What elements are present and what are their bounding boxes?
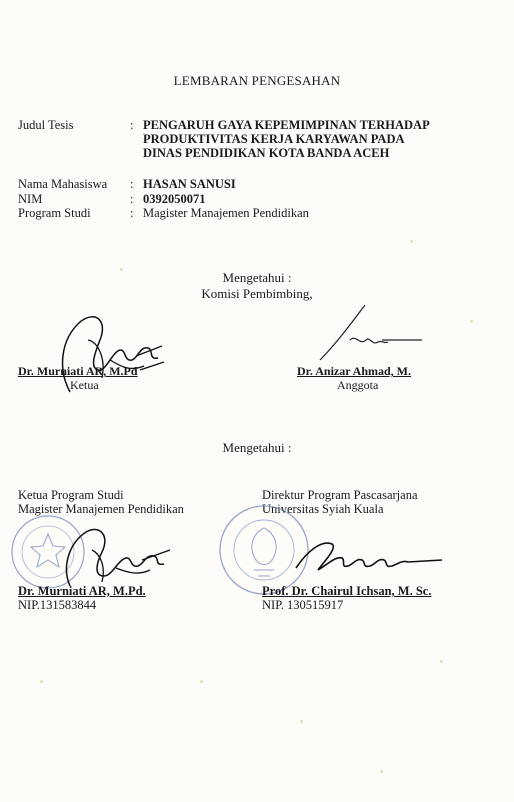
right-signer-nip: NIP. 130515917 [262, 598, 344, 612]
colon: : [130, 177, 134, 191]
chair-signature [40, 300, 170, 400]
left-signature [50, 520, 180, 590]
thesis-title-line-2: PRODUKTIVITAS KERJA KARYAWAN PADA [143, 132, 405, 146]
thesis-title-line-3: DINAS PENDIDIKAN KOTA BANDA ACEH [143, 146, 390, 160]
approval-heading: Mengetahui : [222, 440, 292, 455]
thesis-title-line-1: PENGARUH GAYA KEPEMIMPINAN TERHADAP [143, 118, 430, 132]
nim-label: NIM [18, 192, 43, 206]
nim-value: 0392050071 [143, 192, 206, 206]
committee-heading-2: Komisi Pembimbing, [201, 286, 313, 301]
colon: : [130, 192, 134, 206]
student-name-value: HASAN SANUSI [143, 177, 236, 191]
committee-heading-1: Mengetahui : [222, 270, 292, 285]
chair-name: Dr. Murniati AR, M.Pd [18, 364, 138, 378]
colon: : [130, 206, 134, 220]
right-signature [288, 530, 448, 580]
study-program-value: Magister Manajemen Pendidikan [143, 206, 309, 220]
right-title-line-1: Direktur Program Pascasarjana [262, 488, 418, 502]
member-name: Dr. Anizar Ahmad, M. [297, 364, 412, 378]
thesis-title-label: Judul Tesis [18, 118, 74, 132]
member-role: Anggota [337, 378, 379, 392]
left-signer-name: Dr. Murniati AR, M.Pd. [18, 584, 146, 598]
left-signer-nip: NIP.131583844 [18, 598, 97, 612]
study-program-label: Program Studi [18, 206, 91, 220]
chair-role: Ketua [70, 378, 99, 392]
right-title-line-2: Universitas Syiah Kuala [262, 502, 384, 516]
right-signer-name: Prof. Dr. Chairul Ichsan, M. Sc. [262, 584, 432, 598]
student-name-label: Nama Mahasiswa [18, 177, 108, 191]
colon: : [130, 118, 134, 132]
left-title-line-1: Ketua Program Studi [18, 488, 124, 502]
page-title: LEMBARAN PENGESAHAN [173, 73, 341, 88]
left-title-line-2: Magister Manajemen Pendidikan [18, 502, 184, 516]
member-signature [310, 300, 430, 370]
